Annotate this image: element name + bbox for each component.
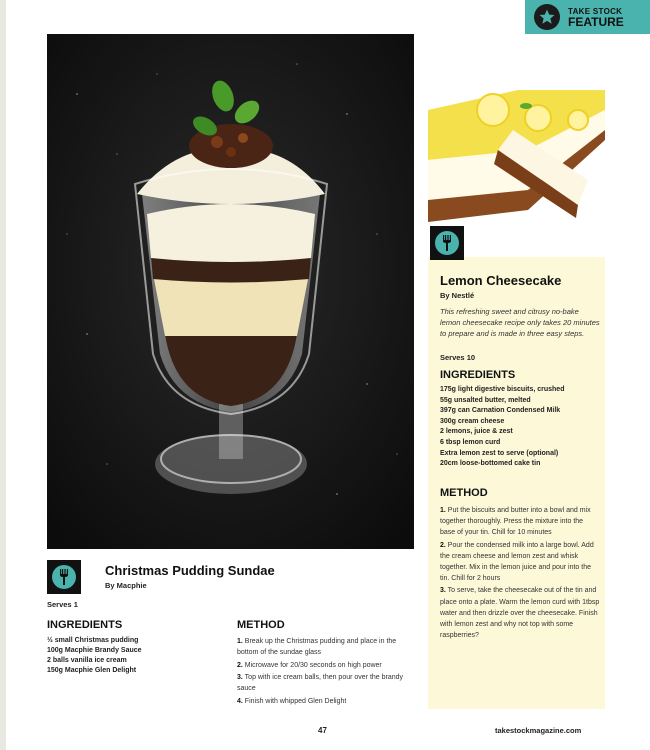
cheesecake-method-heading: METHOD (440, 487, 488, 499)
ingredient-item: 100g Macphie Brandy Sauce (47, 647, 142, 654)
page-edge (0, 0, 6, 750)
cheesecake-author: By Nestlé (440, 291, 475, 300)
step-number: 2. (237, 661, 243, 669)
method-step (440, 505, 600, 539)
ingredient-item: Extra lemon zest to serve (optional) (440, 449, 559, 457)
sundae-method-heading: METHOD (237, 619, 285, 631)
sundae-author: By Macphie (105, 581, 147, 590)
cheesecake-serves: Serves 10 (440, 353, 476, 362)
ingredient-item: 150g Macphie Glen Delight (47, 667, 137, 674)
sundae-title: Christmas Pudding Sundae (105, 563, 275, 578)
star-icon (534, 4, 560, 30)
step-text: Finish with whipped Glen Delight (244, 697, 347, 705)
cutlery-icon (430, 226, 464, 260)
cheesecake-method-list (440, 505, 600, 642)
cheesecake-title: Lemon Cheesecake (440, 273, 562, 288)
ingredient-item: ½ small Christmas pudding (47, 637, 139, 644)
website-link[interactable]: takestockmagazine.com (495, 726, 582, 735)
ingredient-item: 2 lemons, juice & zest (440, 428, 513, 436)
ingredient-item: 397g can Carnation Condensed Milk (440, 407, 561, 415)
method-step (440, 540, 600, 585)
method-step (237, 672, 417, 694)
step-text: To serve, take the cheesecake out of the tin and place onto a plate. Warm the lemon curd with 1tbsp water and then drizzle over the cheesecake. Finish with lemon zest and why not top with some raspberries? (440, 587, 600, 640)
method-step (440, 585, 600, 641)
sundae-photo (47, 34, 414, 549)
ingredient-item: 2 balls vanilla ice cream (47, 657, 127, 664)
sundae-method-list (237, 636, 417, 708)
badge-line2: FEATURE (568, 15, 624, 29)
cheesecake-ingredients-list (440, 385, 605, 470)
step-number: 2. (440, 541, 446, 549)
method-step (237, 636, 417, 658)
step-text: Microwave for 20/30 seconds on high power (244, 661, 382, 669)
sundae-serves: Serves 1 (47, 600, 78, 609)
ingredient-item: 20cm loose-bottomed cake tin (440, 460, 541, 468)
badge-line1: TAKE STOCK (568, 7, 623, 16)
cutlery-icon (47, 560, 81, 594)
feature-badge (525, 0, 650, 34)
step-number: 1. (237, 638, 243, 645)
page-number: 47 (318, 726, 327, 735)
cheesecake-intro: This refreshing sweet and citrusy no-bake lemon cheesecake recipe only takes 20 minutes to prepare and is made in three easy steps. (440, 307, 600, 338)
method-step (237, 696, 417, 707)
step-text: Pour the condensed milk into a large bowl. Add the cream cheese and lemon zest and whisk together. Mix in the lemon juice and pour into the tin. Chill for 2 hours (440, 541, 594, 583)
step-number: 3. (440, 587, 446, 595)
sundae-ingredients-heading: INGREDIENTS (47, 619, 123, 631)
method-step (237, 660, 417, 671)
cheesecake-ingredients-heading: INGREDIENTS (440, 369, 516, 381)
step-number: 4. (237, 697, 243, 705)
step-number: 1. (440, 507, 446, 514)
ingredient-item: 55g unsalted butter, melted (440, 396, 531, 404)
ingredient-item: 175g light digestive biscuits, crushed (440, 386, 565, 393)
step-text: Break up the Christmas pudding and place in the bottom of the sundae glass (237, 638, 397, 656)
ingredient-item: 300g cream cheese (440, 417, 505, 425)
sundae-ingredients-list (47, 636, 227, 676)
step-text: Put the biscuits and butter into a bowl and mix together thoroughly. Press the mixture into the base of your tin. Chill for 10 minutes (440, 507, 591, 537)
ingredient-item: 6 tbsp lemon curd (440, 438, 501, 446)
step-text: Top with ice cream balls, then pour over the brandy sauce (237, 674, 404, 692)
step-number: 3. (237, 674, 243, 681)
